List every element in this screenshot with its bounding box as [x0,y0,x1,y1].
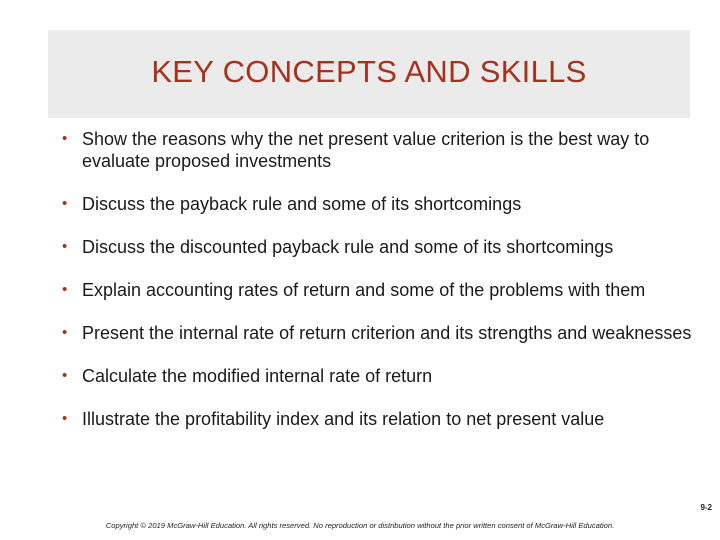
bullet-text: Present the internal rate of return criterion and its strengths and weaknesses [82,323,692,343]
bullet-text: Discuss the discounted payback rule and some of its shortcomings [82,237,614,257]
bullet-text: Discuss the payback rule and some of its shortcomings [82,194,522,214]
bullet-marker: • [62,195,68,212]
page-number: 9-2 [700,503,712,512]
bullet-item [62,322,702,344]
slide-title: KEY CONCEPTS AND SKILLS [151,54,587,89]
bullet-marker: • [62,130,68,147]
bullet-marker: • [62,238,68,255]
bullet-text: Explain accounting rates of return and some of the problems with them [82,280,646,300]
bullet-item [62,365,702,387]
bullet-item [62,193,702,215]
title-band [48,30,690,118]
copyright-notice: Copyright © 2019 McGraw-Hill Education. All rights reserved. No reproduction or distribution without the prior written consent of McGraw-Hill Education. [105,521,615,530]
bullet-item [62,279,702,301]
bullet-marker: • [62,324,68,341]
bullet-text: Illustrate the profitability index and its relation to net present value [82,409,605,429]
bullet-item [62,128,702,172]
bullet-item [62,236,702,258]
bullet-list [62,128,702,451]
bullet-marker: • [62,410,68,427]
bullet-text: Show the reasons why the net present value criterion is the best way to evaluate proposed investments [82,129,650,171]
bullet-text: Calculate the modified internal rate of return [82,366,433,386]
bullet-marker: • [62,281,68,298]
bullet-marker: • [62,367,68,384]
bullet-item [62,408,702,430]
